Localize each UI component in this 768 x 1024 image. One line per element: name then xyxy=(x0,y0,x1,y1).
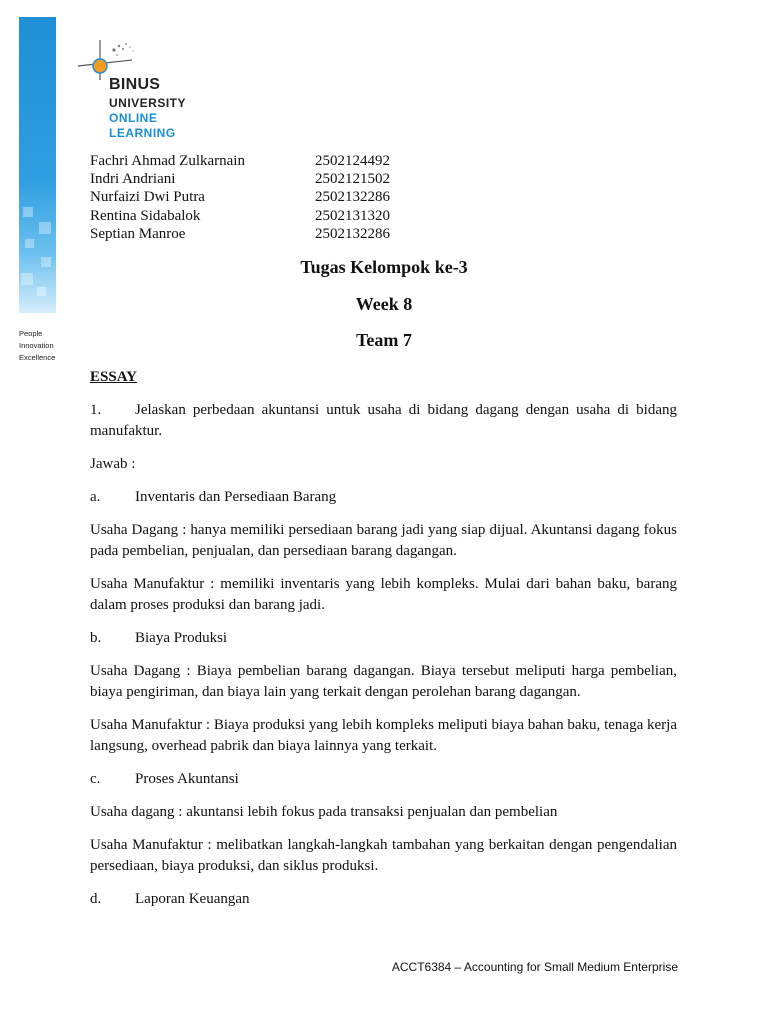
section-title: Inventaris dan Persediaan Barang xyxy=(135,489,337,505)
member-name: Fachri Ahmad Zulkarnain xyxy=(90,153,245,169)
tagline-line: Innovation xyxy=(19,341,54,350)
tagline-line: People xyxy=(19,329,43,338)
section-letter: a. xyxy=(90,489,101,505)
section-letter: d. xyxy=(90,891,102,907)
section-title: Biaya Produksi xyxy=(135,630,228,646)
question-number: 1. xyxy=(90,402,102,418)
section-paragraph: Usaha dagang : akuntansi lebih fokus pada transaksi penjualan dan pembelian xyxy=(90,804,558,820)
member-row xyxy=(90,170,430,188)
section-heading xyxy=(90,769,677,790)
section-letter: c. xyxy=(90,771,101,787)
essay-content xyxy=(90,367,677,922)
question-text xyxy=(90,400,677,442)
member-id: 2502121502 xyxy=(315,171,390,188)
section-title: Laporan Keuangan xyxy=(135,891,250,907)
member-id: 2502132286 xyxy=(315,189,390,206)
logo-online: ONLINE xyxy=(109,111,158,125)
section-heading xyxy=(90,889,677,910)
section-heading xyxy=(90,487,677,508)
logo-university: UNIVERSITY xyxy=(109,96,187,110)
section-title: Proses Akuntansi xyxy=(135,771,239,787)
section-heading xyxy=(90,628,677,649)
week-heading: Week 8 xyxy=(355,294,413,314)
tagline-line: Excellence xyxy=(19,353,56,362)
member-row xyxy=(90,225,430,243)
answer-label: Jawab : xyxy=(90,456,136,472)
member-name: Rentina Sidabalok xyxy=(90,207,201,224)
logo-learning: LEARNING xyxy=(109,126,176,140)
member-id: 2502132286 xyxy=(315,225,390,242)
essay-title: ESSAY xyxy=(90,369,137,385)
course-footer: ACCT6384 – Accounting for Small Medium Enterprise xyxy=(391,960,678,974)
team-heading: Team 7 xyxy=(356,330,412,350)
section-paragraph: Usaha Manufaktur : memiliki inventaris yang lebih kompleks. Mulai dari bahan baku, barang dalam proses produksi dan barang jadi. xyxy=(90,576,677,613)
assignment-title: Tugas Kelompok ke-3 xyxy=(300,257,468,277)
section-paragraph: Usaha Manufaktur : Biaya produksi yang lebih kompleks meliputi biaya bahan baku, tenaga kerja langsung, overhead pabrik dan biaya lainnya yang terkait. xyxy=(90,717,677,754)
member-name: Septian Manroe xyxy=(90,225,186,242)
question-body: Jelaskan perbedaan akuntansi untuk usaha di bidang dagang dengan usaha di bidang manufaktur. xyxy=(90,402,677,439)
section-paragraph: Usaha Dagang : Biaya pembelian barang dagangan. Biaya tersebut meliputi harga pembelian, biaya pengiriman, dan biaya lain yang terkait dengan perolehan barang dagangan. xyxy=(90,663,677,700)
member-row xyxy=(90,207,430,225)
member-id: 2502131320 xyxy=(315,207,390,224)
section-paragraph: Usaha Manufaktur : melibatkan langkah-langkah tambahan yang berkaitan dengan pengendalian persediaan, biaya produksi, dan siklus produksi. xyxy=(90,837,677,874)
member-name: Indri Andriani xyxy=(90,171,176,188)
member-row xyxy=(90,188,430,206)
binus-logo xyxy=(74,36,214,142)
member-row xyxy=(90,152,430,170)
section-paragraph: Usaha Dagang : hanya memiliki persediaan barang jadi yang siap dijual. Akuntansi dagang fokus pada pembelian, penjualan, dan persediaan barang dagangan. xyxy=(90,522,677,559)
member-name: Nurfaizi Dwi Putra xyxy=(90,189,205,206)
member-list xyxy=(90,152,430,243)
logo-wordmark: BINUS xyxy=(109,76,161,93)
section-letter: b. xyxy=(90,630,102,646)
member-id: 2502124492 xyxy=(315,153,390,169)
